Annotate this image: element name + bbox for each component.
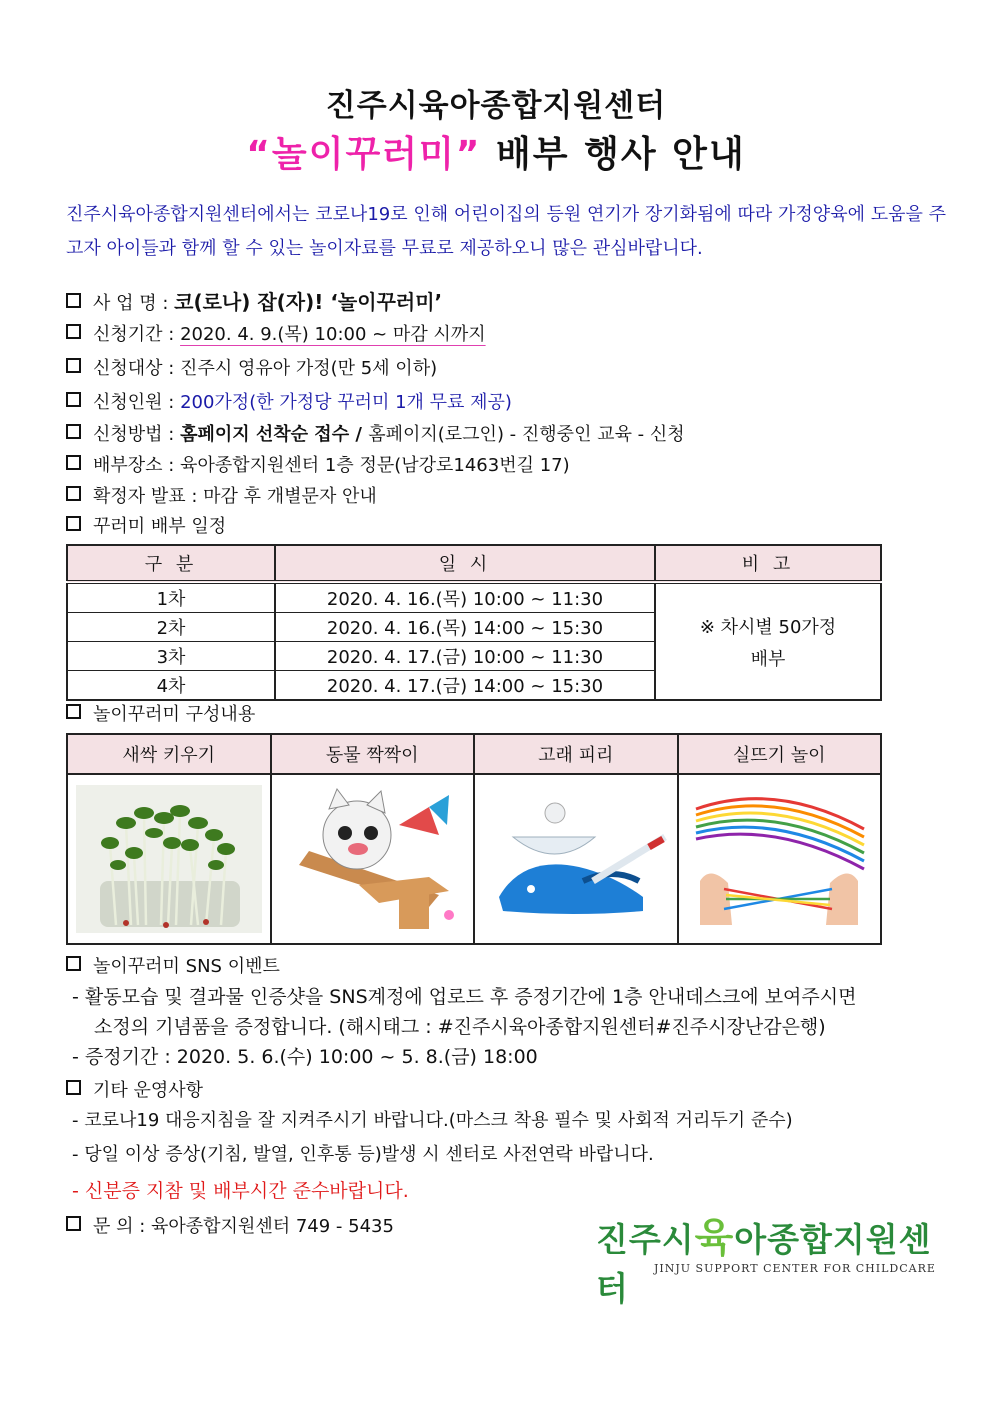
whale-flute-photo-cell	[474, 774, 678, 944]
logo-korean	[596, 1206, 936, 1310]
item-period	[66, 320, 486, 346]
checkbox-icon	[66, 1080, 81, 1095]
place-text: 배부장소 : 육아종합지원센터 1층 정문(남강로1463번길 17)	[93, 455, 570, 476]
target-text: 신청대상 : 진주시 영유아 가정(만 5세 이하)	[93, 358, 438, 379]
contents-header: 고래 피리	[474, 734, 678, 774]
sns-line-3: - 증정기간 : 2020. 5. 6.(수) 10:00 ~ 5. 8.(금) 18:00	[72, 1046, 538, 1068]
item-other-title	[66, 1076, 203, 1102]
contents-title: 놀이꾸러미 구성내용	[93, 704, 256, 725]
datetime-cell: 2020. 4. 17.(금) 14:00 ~ 15:30	[275, 671, 655, 701]
title-rest: 배부 행사 안내	[481, 134, 746, 175]
col-header-datetime: 일 시	[275, 545, 655, 582]
sprout-photo	[76, 785, 262, 933]
other-line-1: - 코로나19 대응지침을 잘 지켜주시기 바랍니다.(마스크 착용 필수 및 사회적 거리두기 준수)	[72, 1110, 793, 1131]
schedule-title: 꾸러미 배부 일정	[93, 516, 227, 537]
intro-paragraph: 진주시육아종합지원센터에서는 코로나19로 인해 어린이집의 등원 연기가 장기화됨에 따라 가정양육에 도움을 주고자 아이들과 함께 할 수 있는 놀이자료를 무료로 제공하오니 많은 관심바랍니다.	[66, 204, 946, 259]
item-project	[66, 286, 442, 315]
contents-header: 동물 짝짝이	[271, 734, 475, 774]
checkbox-icon	[66, 455, 81, 470]
method-rest: 홈페이지(로그인) - 진행중인 교육 - 신청	[368, 424, 685, 445]
period-value: 2020. 4. 9.(목) 10:00 ~ 마감 시까지	[180, 324, 486, 345]
sns-line-1: - 활동모습 및 결과물 인증샷을 SNS계정에 업로드 후 증정기간에 1층 안내데스크에 보여주시면	[72, 986, 857, 1008]
other-line-2: - 당일 이상 증상(기침, 발열, 인후통 등)발생 시 센터로 사전연락 바랍니다.	[72, 1144, 654, 1165]
logo-ko-b: 육	[694, 1215, 735, 1261]
period-label: 신청기간 :	[93, 324, 181, 345]
contact-text: 문 의 : 육아종합지원센터 749 - 5435	[93, 1216, 394, 1237]
sprout-photo-cell	[67, 774, 271, 944]
item-contact	[66, 1212, 394, 1238]
round-cell: 3차	[67, 642, 275, 671]
cats-cradle-photo-cell	[678, 774, 882, 944]
col-header-note: 비 고	[655, 545, 881, 582]
contents-table	[66, 733, 882, 945]
sns-title: 놀이꾸러미 SNS 이벤트	[93, 956, 280, 977]
round-cell: 4차	[67, 671, 275, 701]
datetime-cell: 2020. 4. 16.(목) 14:00 ~ 15:30	[275, 613, 655, 642]
checkbox-icon	[66, 392, 81, 407]
project-label: 사 업 명 :	[93, 293, 175, 314]
round-cell: 1차	[67, 582, 275, 613]
checkbox-icon	[66, 293, 81, 308]
checkbox-icon	[66, 486, 81, 501]
contents-header: 새싹 키우기	[67, 734, 271, 774]
other-line-3: - 신분증 지참 및 배부시간 준수바랍니다.	[72, 1180, 409, 1202]
whale-flute-photo	[483, 785, 669, 933]
datetime-cell: 2020. 4. 17.(금) 10:00 ~ 11:30	[275, 642, 655, 671]
item-target	[66, 354, 437, 380]
quota-value: 200가정(한 가정당 꾸러미 1개 무료 제공)	[180, 392, 512, 413]
title-line-2	[0, 126, 992, 177]
checkbox-icon	[66, 324, 81, 339]
note-line-1: ※ 차시별 50가정	[699, 616, 837, 638]
item-sns-title	[66, 952, 280, 978]
sns-line-2: 소정의 기념품을 증정합니다. (해시태그 : #진주시육아종합지원센터#진주시장난감은행)	[94, 1016, 826, 1038]
animal-clapper-photo	[279, 785, 465, 933]
datetime-cell: 2020. 4. 16.(목) 10:00 ~ 11:30	[275, 582, 655, 613]
method-label: 신청방법 :	[93, 424, 181, 445]
logo-ko-c: 아종합지원센터	[596, 1220, 932, 1308]
contents-header: 실뜨기 놀이	[678, 734, 882, 774]
checkbox-icon	[66, 956, 81, 971]
method-bold: 홈페이지 선착순 접수 /	[180, 424, 369, 445]
item-quota	[66, 388, 512, 414]
schedule-table	[66, 544, 882, 701]
checkbox-icon	[66, 358, 81, 373]
checkbox-icon	[66, 704, 81, 719]
announce-text: 확정자 발표 : 마감 후 개별문자 안내	[93, 486, 377, 507]
cats-cradle-photo	[686, 785, 872, 933]
table-row	[67, 582, 881, 613]
item-schedule-title	[66, 512, 226, 538]
logo-english: JINJU SUPPORT CENTER FOR CHILDCARE	[654, 1262, 936, 1275]
center-logo	[596, 1206, 936, 1308]
other-title: 기타 운영사항	[93, 1080, 204, 1101]
note-cell	[655, 582, 881, 700]
item-announce	[66, 482, 377, 508]
checkbox-icon	[66, 424, 81, 439]
logo-ko-a: 진주시	[596, 1220, 695, 1259]
note-line-2: 배부	[750, 648, 786, 670]
col-header-round: 구 분	[67, 545, 275, 582]
quota-label: 신청인원 :	[93, 392, 181, 413]
item-method	[66, 420, 685, 446]
round-cell: 2차	[67, 613, 275, 642]
title-line-1: 진주시육아종합지원센터	[325, 88, 667, 124]
checkbox-icon	[66, 1216, 81, 1231]
animal-clapper-photo-cell	[271, 774, 475, 944]
checkbox-icon	[66, 516, 81, 531]
title-quoted: “놀이꾸러미”	[246, 134, 482, 175]
project-value: 코(로나) 잡(자)! ‘놀이꾸러미’	[174, 290, 443, 314]
item-place	[66, 451, 570, 477]
item-contents-title	[66, 700, 255, 726]
